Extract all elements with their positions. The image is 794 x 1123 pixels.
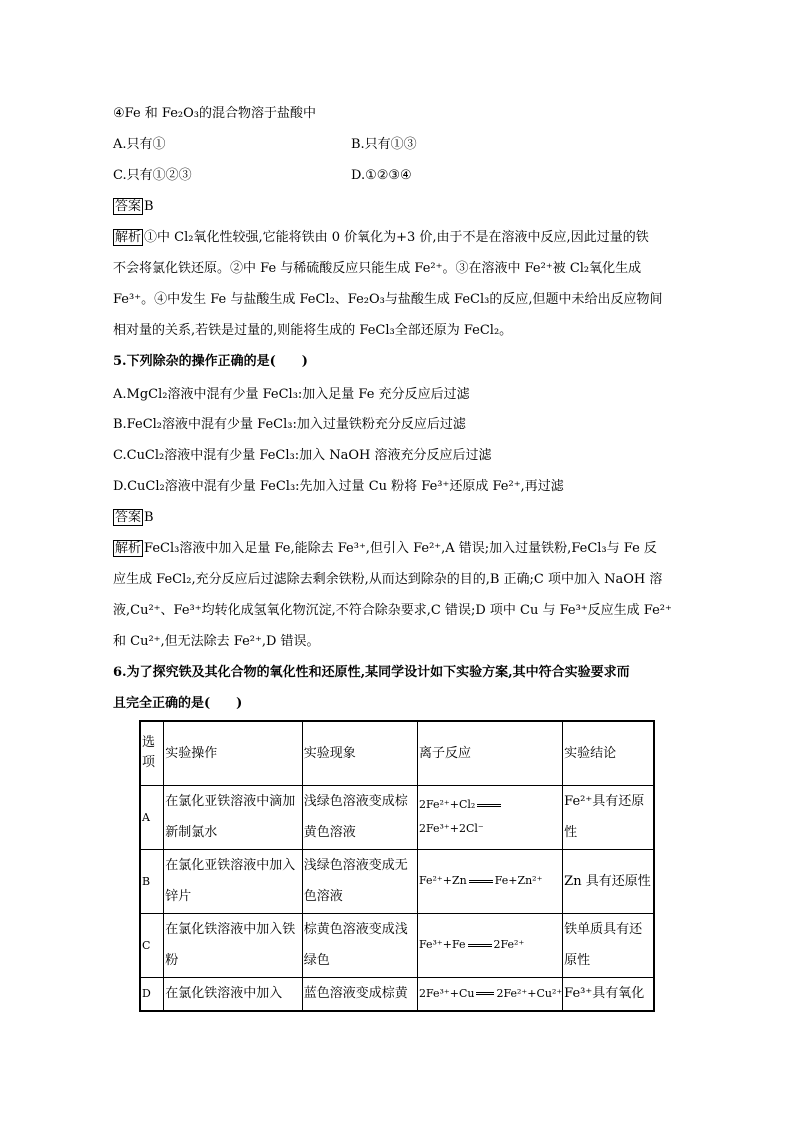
q6-stem-line-1: 6.为了探究铁及其化合物的氧化性和还原性,某同学设计如下实验方案,其中符合实验要求而 (113, 665, 630, 680)
q5-option-d: D.CuCl₂溶液中混有少量 FeCl₃:先加入过量 Cu 粉将 Fe³⁺还原成 Fe²⁺,再过滤 (113, 479, 564, 494)
equation-cell (417, 849, 562, 913)
q6-stem-line-2: 且完全正确的是( ) (113, 696, 243, 711)
answer-tag: 答案 (115, 199, 142, 214)
q5-analysis-line-1 (113, 540, 657, 558)
q4-analysis-line-1 (113, 229, 649, 247)
table-row (140, 913, 654, 977)
equation-left: Fe³⁺+Fe (418, 938, 466, 951)
q4-item-4: ④Fe 和 Fe₂O₃的混合物溶于盐酸中 (113, 106, 317, 121)
table-row (140, 977, 654, 1011)
phenomenon-cell: 浅绿色溶液变成棕黄色溶液 (302, 785, 417, 849)
equation-cell (417, 977, 562, 1011)
operation-cell: 在氯化亚铁溶液中滴加新制氯水 (164, 785, 303, 849)
q5-answer (113, 509, 154, 527)
conclusion-cell: Zn 具有还原性 (563, 849, 654, 913)
q4-option-b: B.只有①③ (351, 137, 417, 152)
q4-analysis-line-3: Fe³⁺。④中发生 Fe 与盐酸生成 FeCl₂、Fe₂O₃与盐酸生成 FeCl₃的反应,但题中未给出反应物间 (113, 292, 663, 307)
q4-option-c: C.只有①②③ (113, 168, 192, 183)
q5-analysis-line-4: 和 Cu²⁺,但无法除去 Fe²⁺,D 错误。 (113, 634, 320, 649)
option-cell: A (140, 785, 164, 849)
q5-stem: 5.下列除杂的操作正确的是( ) (113, 354, 308, 369)
analysis-text: FeCl₃溶液中加入足量 Fe,能除去 Fe³⁺,但引入 Fe²⁺,A 错误;加入过量铁粉,FeCl₃与 Fe 反 (144, 541, 657, 556)
q5-analysis-line-2: 应生成 FeCl₂,充分反应后过滤除去剩余铁粉,从而达到除杂的目的,B 正确;C 项中加入 NaOH 溶 (113, 572, 663, 587)
conclusion-cell: Fe²⁺具有还原性 (563, 785, 654, 849)
experiment-table (139, 720, 655, 1012)
answer-value: B (144, 510, 154, 525)
q4-analysis-line-4: 相对量的关系,若铁是过量的,则能将生成的 FeCl₃全部还原为 FeCl₂。 (113, 323, 513, 338)
equation-left: 2Fe³⁺+Cu (418, 986, 475, 1000)
equation-right: 2Fe²⁺+Cu²⁺ (496, 986, 563, 1000)
header-cell: 实验结论 (563, 721, 654, 785)
conclusion-cell: Fe³⁺具有氧化 (563, 977, 654, 1011)
equation-left: 2Fe²⁺+Cl₂ (418, 798, 476, 811)
conclusion-cell: 铁单质具有还原性 (563, 913, 654, 977)
q4-options-row1 (113, 136, 417, 154)
q5-analysis-line-3: 液,Cu²⁺、Fe³⁺均转化成氢氧化物沉淀,不符合除杂要求,C 错误;D 项中 Cu 与 Fe³⁺反应生成 Fe²⁺ (113, 603, 672, 618)
answer-tag: 答案 (115, 510, 142, 525)
q4-options-row2 (113, 167, 412, 185)
header-cell: 实验操作 (164, 721, 303, 785)
option-cell: C (140, 913, 164, 977)
equals-sign (477, 804, 501, 807)
header-cell: 离子反应 (417, 721, 562, 785)
equation-left: Fe²⁺+Zn (418, 874, 467, 887)
phenomenon-cell: 棕黄色溶液变成浅绿色 (302, 913, 417, 977)
table-row (140, 849, 654, 913)
operation-cell: 在氯化铁溶液中加入 (164, 977, 303, 1011)
equation-cell (417, 785, 562, 849)
equals-sign (469, 880, 493, 883)
analysis-tag: 解析 (115, 541, 142, 556)
option-cell: B (140, 849, 164, 913)
answer-value: B (144, 199, 154, 214)
equation-cell (417, 913, 562, 977)
q4-analysis-line-2: 不会将氯化铁还原。②中 Fe 与稀硫酸反应只能生成 Fe²⁺。③在溶液中 Fe²⁺被 Cl₂氧化生成 (113, 261, 642, 276)
q5-option-a: A.MgCl₂溶液中混有少量 FeCl₃:加入足量 Fe 充分反应后过滤 (113, 387, 470, 402)
equation-right: 2Fe²⁺ (493, 938, 525, 951)
analysis-text: ①中 Cl₂氧化性较强,它能将铁由 0 价氧化为+3 价,由于不是在溶液中反应,因此过量的铁 (144, 230, 649, 245)
analysis-tag: 解析 (115, 230, 142, 245)
q4-option-d: D.①②③④ (351, 168, 412, 183)
equals-sign (468, 944, 492, 947)
q5-option-c: C.CuCl₂溶液中混有少量 FeCl₃:加入 NaOH 溶液充分反应后过滤 (113, 448, 492, 463)
table-header-row (140, 721, 654, 785)
q5-option-b: B.FeCl₂溶液中混有少量 FeCl₃:加入过量铁粉充分反应后过滤 (113, 417, 466, 432)
option-cell: D (140, 977, 164, 1011)
phenomenon-cell: 蓝色溶液变成棕黄 (302, 977, 417, 1011)
header-cell: 实验现象 (302, 721, 417, 785)
phenomenon-cell: 浅绿色溶液变成无色溶液 (302, 849, 417, 913)
equals-sign (476, 992, 494, 995)
equation-right: 2Fe³⁺+2Cl⁻ (418, 822, 484, 835)
operation-cell: 在氯化亚铁溶液中加入锌片 (164, 849, 303, 913)
q4-option-a: A.只有① (113, 137, 166, 152)
table-row (140, 785, 654, 849)
q4-answer (113, 198, 154, 216)
equation-right: Fe+Zn²⁺ (494, 874, 543, 887)
header-cell: 选项 (140, 721, 164, 785)
operation-cell: 在氯化铁溶液中加入铁粉 (164, 913, 303, 977)
